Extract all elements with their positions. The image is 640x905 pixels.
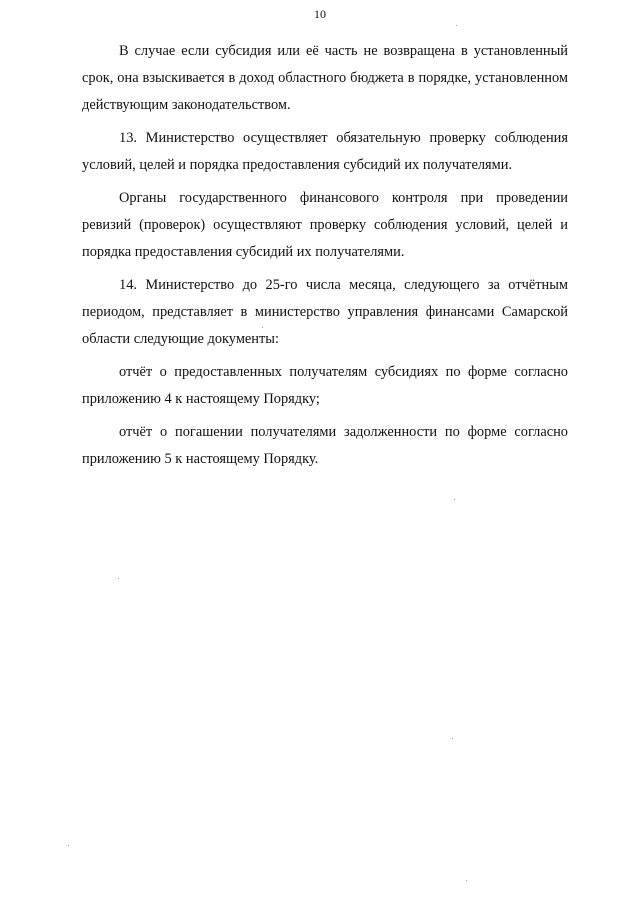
scan-speck [456, 25, 457, 26]
paragraph-control: Органы государственного финансового контроля при проведении ревизий (проверок) осуществляют проверку соблюдения условий, целей и порядка предоставления субсидий их получателями. [82, 190, 568, 260]
paragraph-clause-14: 14. Министерство до 25-го числа месяца, следующего за отчётным периодом, представляет в министерство управления финансами Самарской области следующие документы: [82, 277, 568, 347]
scan-speck [118, 578, 119, 579]
scan-speck [466, 880, 467, 881]
scan-speck [262, 327, 263, 328]
paragraph-report-4: отчёт о предоставленных получателям субсидиях по форме согласно приложению 4 к настоящему Порядку; [82, 364, 568, 407]
paragraph-refund: В случае если субсидия или её часть не возвращена в установленный срок, она взыскивается в доход областного бюджета в порядке, установленном действующим законодательством. [82, 43, 568, 113]
paragraph-report-5: отчёт о погашении получателями задолженности по форме согласно приложению 5 к настоящему Порядку. [82, 424, 568, 467]
scan-speck [454, 499, 455, 500]
scan-speck [452, 738, 453, 739]
page-number: 10 [314, 7, 326, 21]
paragraph-clause-13: 13. Министерство осуществляет обязательную проверку соблюдения условий, целей и порядка предоставления субсидий их получателями. [82, 130, 568, 173]
scan-speck [68, 845, 69, 846]
document-body [82, 38, 568, 479]
